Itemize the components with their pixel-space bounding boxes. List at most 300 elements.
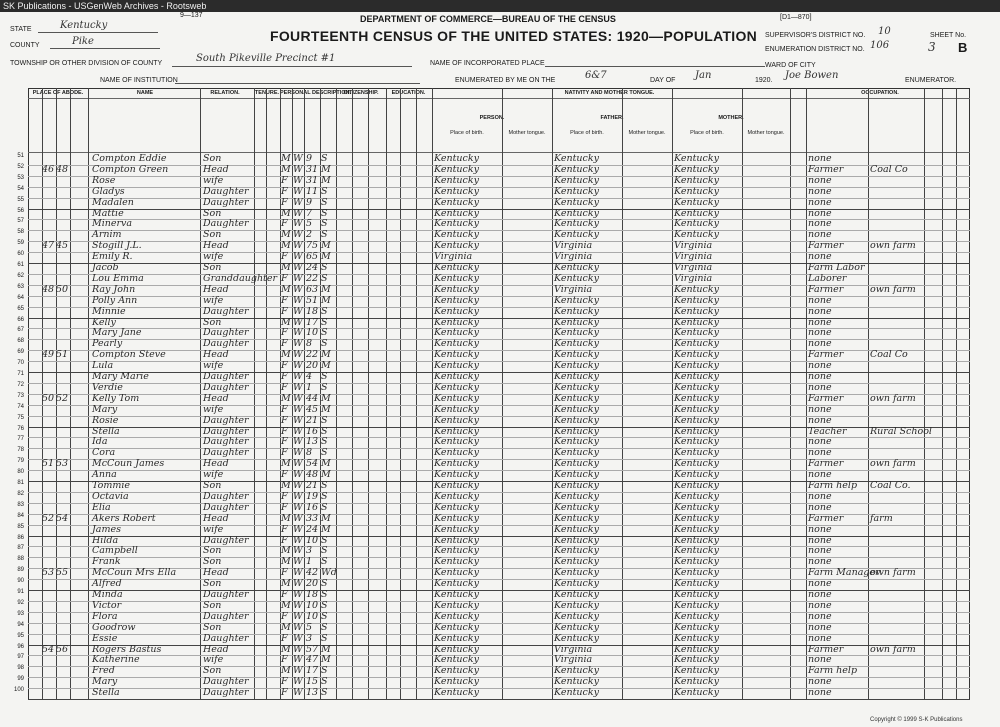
sex: F [281,174,288,186]
mother-birthplace: Kentucky [674,676,719,688]
industry: own farm [870,643,916,655]
birthplace: Kentucky [434,578,479,590]
mother-birthplace: Virginia [674,262,713,273]
marital-status: M [321,349,331,361]
marital-status: S [321,436,328,448]
age: 31 [306,174,319,186]
age: 65 [306,251,319,263]
line-number: 100 [13,687,24,694]
relation: Son [203,545,222,557]
person-name: Octavia [92,490,129,502]
line-number: 66 [17,316,24,323]
father-birthplace: Virginia [554,240,593,252]
person-name: Victor [92,599,122,611]
marital-status: S [321,545,328,557]
father-birthplace: Kentucky [554,665,599,677]
marital-status: S [321,578,328,590]
race: W [293,480,303,491]
race: W [293,392,303,404]
birthplace: Kentucky [434,556,479,568]
line-number: 51 [17,153,24,159]
race: W [293,545,303,557]
occupation: none [808,687,832,699]
race: W [293,174,303,186]
marital-status: S [321,556,328,568]
occupation: none [808,371,832,382]
person-name: Anna [92,469,117,481]
age: 15 [306,676,319,688]
race: W [293,403,303,415]
sex: M [281,599,291,611]
person-name: Mary [92,403,118,415]
relation: Head [203,458,229,470]
person-name: Jacob [92,262,119,273]
relation: Daughter [203,305,249,317]
sex: M [281,283,291,295]
occupation: none [808,621,832,633]
race: W [293,578,303,590]
dwelling-number: 53 [42,567,55,579]
section-divider [28,98,970,99]
person-name: Kelly [92,316,116,328]
father-birthplace: Kentucky [554,174,599,186]
occupation: none [808,589,832,600]
person-name: Fred [92,665,115,677]
marital-status: S [321,414,328,426]
person-name: Tommie [92,480,130,491]
mother-birthplace: Kentucky [674,218,719,230]
industry: own farm [870,240,916,252]
occupation: none [808,654,832,666]
mother-birthplace: Kentucky [674,665,719,677]
relation: Daughter [203,381,249,393]
sex: F [281,196,288,208]
marital-status: S [321,218,328,230]
race: W [293,349,303,361]
marital-status: M [321,403,331,415]
age: 21 [306,414,319,426]
father-birthplace: Kentucky [554,599,599,611]
line-number: 54 [17,185,24,192]
person-name: Campbell [92,545,138,557]
window-title: SK Publications - USGenWeb Archives - Rootsweb [3,1,207,11]
line-number: 82 [17,490,24,497]
occupation: none [808,338,832,350]
line-number: 95 [17,632,24,639]
department-heading: DEPARTMENT OF COMMERCE—BUREAU OF THE CENSUS [360,14,616,24]
sex: F [281,381,288,393]
mother-birthplace: Kentucky [674,174,719,186]
enumerator-name: Joe Bowen [785,70,839,81]
person-name: Katherine [92,654,140,666]
occupation: Farm help [808,665,858,677]
person-name: Flora [92,610,118,622]
age: 31 [306,163,319,175]
line-number: 58 [17,229,24,236]
person-name: Frank [92,556,121,568]
line-number: 99 [17,676,24,683]
occupation: none [808,360,832,372]
birthplace: Kentucky [434,665,479,677]
birthplace: Kentucky [434,589,479,600]
sex: F [281,327,288,339]
relation: Son [203,480,222,491]
age: 42 [306,567,319,579]
father-birthplace: Kentucky [554,360,599,372]
relation: wife [203,523,224,535]
mother-birthplace: Kentucky [674,687,719,699]
sex: M [281,643,291,655]
race: W [293,218,303,230]
line-number: 62 [17,272,24,279]
father-birthplace: Virginia [554,643,593,655]
age: 20 [306,578,319,590]
marital-status: S [321,621,328,633]
birthplace: Kentucky [434,447,479,459]
sex: F [281,687,288,699]
mother-birthplace: Kentucky [674,196,719,208]
sheet-number: 3 [928,40,936,54]
marital-status: S [321,610,328,622]
person-name: Stella [92,687,120,699]
state-label: STATE [10,26,32,33]
family-number: 45 [56,240,69,252]
occupation: none [808,676,832,688]
occupation: Teacher [808,425,847,437]
line-number: 60 [17,251,24,258]
mother-birthplace: Kentucky [674,534,719,546]
person-name: Lula [92,360,114,372]
industry: farm [870,512,893,524]
line-number: 71 [17,371,24,377]
line-number: 86 [17,534,24,541]
person-name: Emily R. [92,251,133,263]
occupation: none [808,207,832,219]
mother-birthplace: Virginia [674,240,713,252]
relation: Son [203,229,222,241]
person-name: McCoun James [92,458,165,470]
relation: Head [203,567,229,579]
birthplace: Kentucky [434,153,479,164]
person-name: Compton Steve [92,349,166,361]
marital-status: M [321,512,331,524]
sex: F [281,294,288,306]
father-birthplace: Kentucky [554,469,599,481]
birthplace: Kentucky [434,349,479,361]
relation: Daughter [203,676,249,688]
relation: Daughter [203,371,249,382]
section-nativity: NATIVITY AND MOTHER TONGUE. [564,90,655,96]
sex: F [281,436,288,448]
age: 3 [306,545,313,557]
mother-birthplace: Kentucky [674,480,719,491]
race: W [293,229,303,241]
marital-status: Wd [321,567,337,579]
sex: F [281,654,288,666]
father-birthplace: Kentucky [554,392,599,404]
age: 54 [306,458,319,470]
mother-birthplace: Kentucky [674,403,719,415]
sex: F [281,425,288,437]
father-birthplace: Kentucky [554,632,599,644]
enumerated-day: 6&7 [585,70,607,81]
father-birthplace: Kentucky [554,534,599,546]
county-value: Pike [72,36,94,47]
age: 44 [306,392,319,404]
age: 63 [306,283,319,295]
sex: F [281,523,288,535]
age: 75 [306,240,319,252]
line-number: 77 [17,436,24,443]
marital-status: M [321,283,331,295]
father-birthplace: Kentucky [554,371,599,382]
race: W [293,207,303,219]
sex: M [281,153,291,164]
sex: F [281,610,288,622]
county-label: COUNTY [10,42,40,49]
mother-birthplace: Kentucky [674,294,719,306]
person-name: Elia [92,501,111,513]
family-number: 50 [56,283,69,295]
mother-birthplace: Kentucky [674,654,719,666]
occupation: Farmer [808,283,844,295]
race: W [293,643,303,655]
father-birthplace: Kentucky [554,578,599,590]
line-number: 84 [17,512,24,519]
sex: M [281,480,291,491]
occupation: none [808,316,832,328]
race: W [293,338,303,350]
age: 9 [306,196,313,208]
relation: Son [203,621,222,633]
birthplace: Kentucky [434,632,479,644]
birthplace: Kentucky [434,381,479,393]
age: 13 [306,687,319,699]
sheet-side: B [958,40,968,55]
birthplace: Kentucky [434,654,479,666]
birthplace: Kentucky [434,360,479,372]
relation: Daughter [203,632,249,644]
marital-status: S [321,632,328,644]
marital-status: S [321,599,328,611]
sex: M [281,621,291,633]
birthplace: Kentucky [434,436,479,448]
occupation: none [808,501,832,513]
race: W [293,589,303,600]
industry: Coal Co [870,163,908,175]
relation: wife [203,294,224,306]
line-number: 55 [17,196,24,203]
sex: F [281,589,288,600]
occupation: none [808,578,832,590]
race: W [293,599,303,611]
occupation: none [808,469,832,481]
subheader-mother: MOTHER. [718,115,744,121]
marital-status: M [321,360,331,372]
person-name: Ida [92,436,108,448]
marital-status: S [321,229,328,241]
father-birthplace: Kentucky [554,512,599,524]
father-birthplace: Kentucky [554,294,599,306]
person-name: Compton Eddie [92,153,167,164]
birthplace: Kentucky [434,643,479,655]
industry: own farm [870,283,916,295]
person-tongue-label: Mother tongue. [508,130,546,136]
race: W [293,654,303,666]
race: W [293,294,303,306]
mother-birthplace: Kentucky [674,512,719,524]
birthplace: Kentucky [434,534,479,546]
supervisor-label: SUPERVISOR'S DISTRICT NO. [765,32,866,39]
birthplace: Kentucky [434,229,479,241]
occupation: none [808,556,832,568]
occupation: none [808,414,832,426]
birthplace: Kentucky [434,174,479,186]
occupation: none [808,218,832,230]
industry: Rural School [870,425,932,437]
marital-status: M [321,294,331,306]
line-number: 76 [17,425,24,432]
relation: Son [203,556,222,568]
birthplace: Kentucky [434,621,479,633]
age: 19 [306,490,319,502]
age: 9 [306,153,313,164]
age: 1 [306,556,313,568]
line-number: 89 [17,567,24,574]
sex: F [281,534,288,546]
father-birthplace: Kentucky [554,262,599,273]
sex: M [281,163,291,175]
occupation: none [808,447,832,459]
birthplace: Kentucky [434,272,479,284]
mother-birthplace: Kentucky [674,153,719,164]
occupation: none [808,327,832,339]
industry: own farm [870,567,916,579]
sex: M [281,240,291,252]
race: W [293,523,303,535]
section-personal: PERSONAL DESCRIPTION. [280,90,352,96]
copyright: Copyright © 1999 S-K Publications [870,717,963,723]
relation: Son [203,316,222,328]
relation: Son [203,153,222,164]
sex: F [281,338,288,350]
section-place-of-abode: PLACE OF ABODE. [32,90,84,96]
institution-line [175,73,420,84]
line-number: 97 [17,654,24,661]
occupation: Farmer [808,240,844,252]
line-number: 59 [17,240,24,247]
occupation: none [808,436,832,448]
sex: F [281,305,288,317]
birthplace: Kentucky [434,283,479,295]
line-number: 72 [17,381,24,388]
industry: Coal Co. [870,480,911,491]
birthplace: Kentucky [434,523,479,535]
marital-status: M [321,643,331,655]
marital-status: S [321,589,328,600]
sex: M [281,229,291,241]
marital-status: M [321,392,331,404]
sex: M [281,578,291,590]
race: W [293,610,303,622]
marital-status: M [321,174,331,186]
relation: wife [203,403,224,415]
line-number: 88 [17,556,24,563]
person-name: Mary Jane [92,327,142,339]
township-label: TOWNSHIP OR OTHER DIVISION OF COUNTY [10,60,163,67]
dwelling-number: 51 [42,458,55,470]
age: 16 [306,501,319,513]
birthplace: Kentucky [434,316,479,328]
race: W [293,436,303,448]
race: W [293,283,303,295]
dwelling-number: 49 [42,349,55,361]
race: W [293,414,303,426]
line-number: 63 [17,283,24,290]
father-birthplace: Kentucky [554,327,599,339]
relation: Daughter [203,490,249,502]
person-name: Pearly [92,338,123,350]
person-name: Rose [92,174,116,186]
line-number: 81 [17,480,24,486]
marital-status: S [321,196,328,208]
occupation: none [808,403,832,415]
person-name: Alfred [92,578,122,590]
occupation: Farmer [808,643,844,655]
age: 33 [306,512,319,524]
person-name: Gladys [92,185,125,197]
family-number: 51 [56,349,69,361]
sex: F [281,251,288,263]
mother-birthplace: Kentucky [674,229,719,241]
father-birthplace: Kentucky [554,414,599,426]
marital-status: S [321,272,328,284]
line-number: 53 [17,174,24,181]
race: W [293,567,303,579]
sheet-label: SHEET No. [930,32,967,39]
dwelling-number: 48 [42,283,55,295]
relation: Daughter [203,425,249,437]
age: 18 [306,589,319,600]
occupation: none [808,523,832,535]
relation: wife [203,654,224,666]
section-relation: RELATION. [210,90,240,96]
marital-status: S [321,490,328,502]
father-birthplace: Kentucky [554,589,599,600]
father-birthplace: Kentucky [554,621,599,633]
marital-status: S [321,676,328,688]
race: W [293,196,303,208]
mother-birthplace: Kentucky [674,305,719,317]
mother-birthplace: Kentucky [674,381,719,393]
marital-status: S [321,153,328,164]
occupation: none [808,490,832,502]
enumerator-label: ENUMERATOR. [905,77,957,84]
father-birthplace: Kentucky [554,501,599,513]
birthplace: Kentucky [434,392,479,404]
window-title-bar [0,0,1000,12]
birthplace: Kentucky [434,327,479,339]
line-number: 98 [17,665,24,672]
race: W [293,153,303,164]
sex: M [281,207,291,219]
occupation: none [808,534,832,546]
relation: Daughter [203,218,249,230]
person-name: Goodrow [92,621,136,633]
race: W [293,447,303,459]
sex: F [281,272,288,284]
race: W [293,665,303,677]
